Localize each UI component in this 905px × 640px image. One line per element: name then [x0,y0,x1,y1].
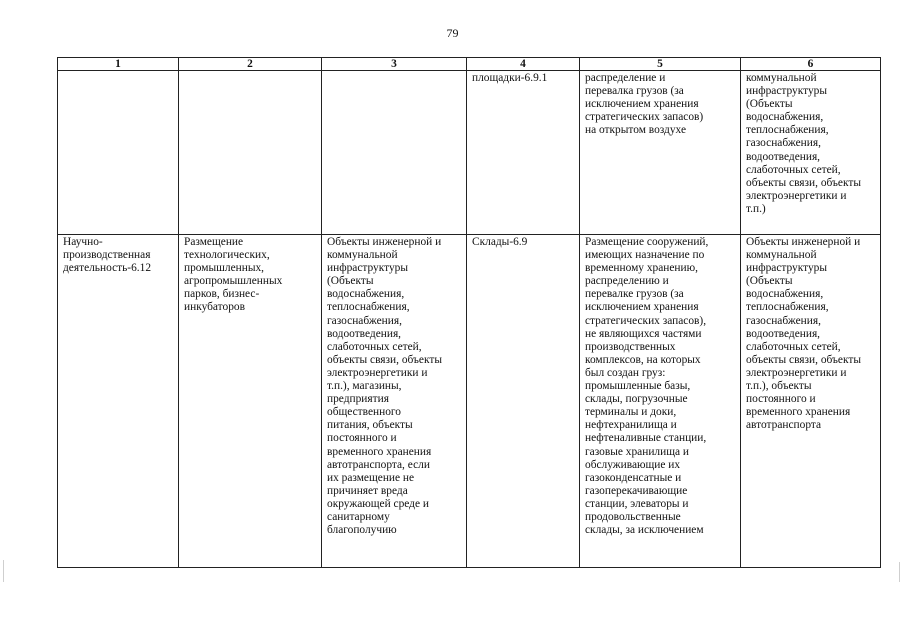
column-header-4: 4 [467,58,580,71]
table-cell [322,235,467,568]
table-cell [467,71,580,235]
table-cell [741,71,881,235]
table-cell [58,235,179,568]
table-row [58,71,881,235]
cell-text: Склады-6.9 [472,236,528,248]
cell-text: Объекты инженерной и коммунальной инфраструктуры (Объекты водоснабжения, теплоснабжения, газоснабжения, водоотведения, слаботочных сетей, объекты связи, объекты электроэнергетики и т.п.), магазины, предприятия общественного питания, объекты постоянного и временного хранения автотранспорта, если их размещение не причиняет вреда окружающей среде и санитарному благополучию [327,236,442,537]
cell-text: площадки-6.9.1 [472,72,548,84]
table-cell [580,71,741,235]
cell-text: коммунальной инфраструктуры (Объекты водоснабжения, теплоснабжения, газоснабжения, водоотведения, слаботочных сетей, объекты связи, объекты электроэнергетики и т.п.) [746,72,861,215]
table-cell [467,235,580,568]
header-row [58,58,881,71]
table-cell [179,235,322,568]
table-cell [179,71,322,235]
table-cell [741,235,881,568]
cell-text: Размещение технологических, промышленных, агропромышленных парков, бизнес- инкубаторов [184,236,283,314]
column-header-3: 3 [322,58,467,71]
cell-text: Научно- производственная деятельность-6.12 [63,236,152,275]
column-header-1: 1 [58,58,179,71]
table-cell [322,71,467,235]
cell-text: Объекты инженерной и коммунальной инфраструктуры (Объекты водоснабжения, теплоснабжения, газоснабжения, водоотведения, слаботочных сетей, объекты связи, объекты электроэнергетики и т.п.), объекты постоянного и временного хранения автотранспорта [746,236,861,432]
cell-text: распределение и перевалка грузов (за исключением хранения стратегических запасов) на открытом воздухе [585,72,704,137]
scan-edge-mark-left [3,560,4,582]
page-number: 79 [446,26,459,40]
column-header-2: 2 [179,58,322,71]
land-use-table [57,57,881,568]
column-header-5: 5 [580,58,741,71]
cell-text: Размещение сооружений, имеющих назначение по временному хранению, распределению и перевалке грузов (за исключением хранения стратегических запасов), не являющихся частями производственных комплексов, на которых был создан груз: промышленные базы, склады, погрузочные терминалы и доки, нефтехранилища и нефтеналивные станции, газовые хранилища и обслуживающие их газоконденсатные и газоперекачивающие станции, элеваторы и продовольственные склады, за исключением [585,236,709,537]
table-cell [58,71,179,235]
column-header-6: 6 [741,58,881,71]
table-row [58,235,881,568]
table-cell [580,235,741,568]
scan-edge-mark-right [899,562,900,582]
